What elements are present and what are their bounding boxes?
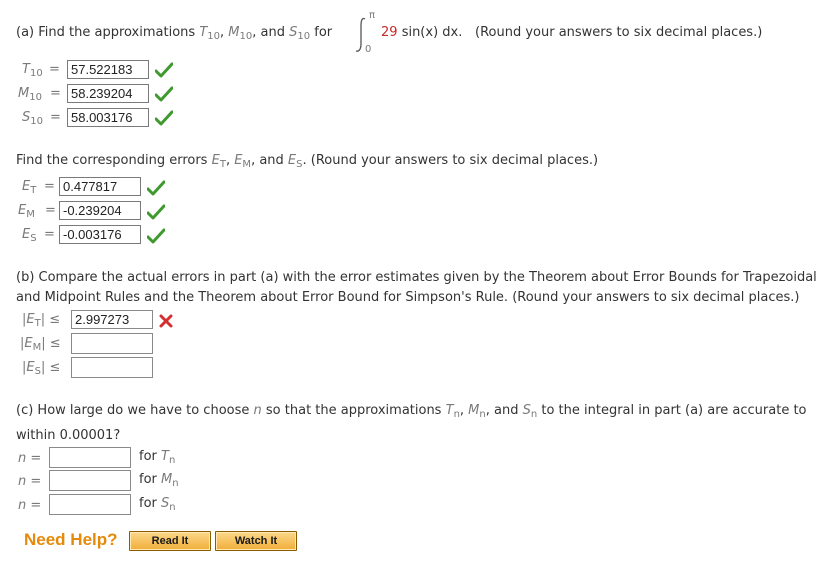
correct-check-icon — [147, 228, 165, 244]
es-answer-input[interactable]: -0.003176 — [59, 225, 141, 244]
part-b-question-line1: (b) Compare the actual errors in part (a) with the error estimates given by the Theorem about Error Bounds for Trapezoidal — [16, 270, 817, 285]
et-answer-input[interactable]: 0.477817 — [59, 177, 141, 196]
correct-check-icon — [155, 62, 173, 78]
correct-check-icon — [147, 180, 165, 196]
t10-answer-input[interactable]: 57.522183 — [67, 60, 149, 79]
es-bound-input[interactable] — [71, 357, 153, 378]
incorrect-x-icon — [159, 314, 173, 328]
part-a-round-note: (Round your answers to six decimal places.) — [475, 25, 763, 40]
n-simpson-input[interactable] — [49, 494, 131, 515]
et-bound-input[interactable]: 2.997273 — [71, 310, 153, 329]
need-help-title: Need Help? — [24, 530, 118, 549]
row-label: $M_{10}$ — [18, 86, 42, 103]
integral-upper-limit: π — [369, 10, 376, 21]
correct-check-icon — [155, 86, 173, 102]
row-label: $T_{10}$ — [22, 62, 43, 79]
em-answer-input[interactable]: -0.239204 — [59, 201, 141, 220]
em-bound-input[interactable] — [71, 333, 153, 354]
m10-answer-input[interactable]: 58.239204 — [67, 84, 149, 103]
part-a-question: (a) Find the approximations $T_{10}$, $M_{10}$, and $S_{10}$ for — [16, 25, 333, 42]
row-label: $S_{10}$ — [22, 110, 43, 127]
integrand: 29 sin(x) dx. — [381, 25, 463, 40]
part-c-question-line1: (c) How large do we have to choose n so that the approximations $T_n$, $M_n$, and $S_n$ to the integral in part (a) are accurate to — [16, 403, 807, 420]
n-trapezoid-input[interactable] — [49, 447, 131, 468]
s10-symbol: $S_{10}$ — [289, 25, 311, 42]
correct-check-icon — [155, 110, 173, 126]
s10-answer-input[interactable]: 58.003176 — [67, 108, 149, 127]
m10-symbol: $M_{10}$ — [228, 25, 253, 42]
t10-symbol: $T_{10}$ — [199, 25, 220, 42]
n-midpoint-input[interactable] — [49, 470, 131, 491]
part-c-question-line2: within 0.00001? — [16, 428, 121, 443]
watch-it-button[interactable]: Watch It — [215, 531, 297, 551]
integral-lower-limit: 0 — [365, 44, 372, 55]
correct-check-icon — [147, 204, 165, 220]
errors-question: Find the corresponding errors $E_T$, $E_M$, and $E_S$. (Round your answers to six decimal places.) — [16, 153, 599, 170]
part-b-question-line2: and Midpoint Rules and the Theorem about Error Bound for Simpson's Rule. (Round your answers to six decimal places.) — [16, 290, 800, 305]
read-it-button[interactable]: Read It — [129, 531, 211, 551]
